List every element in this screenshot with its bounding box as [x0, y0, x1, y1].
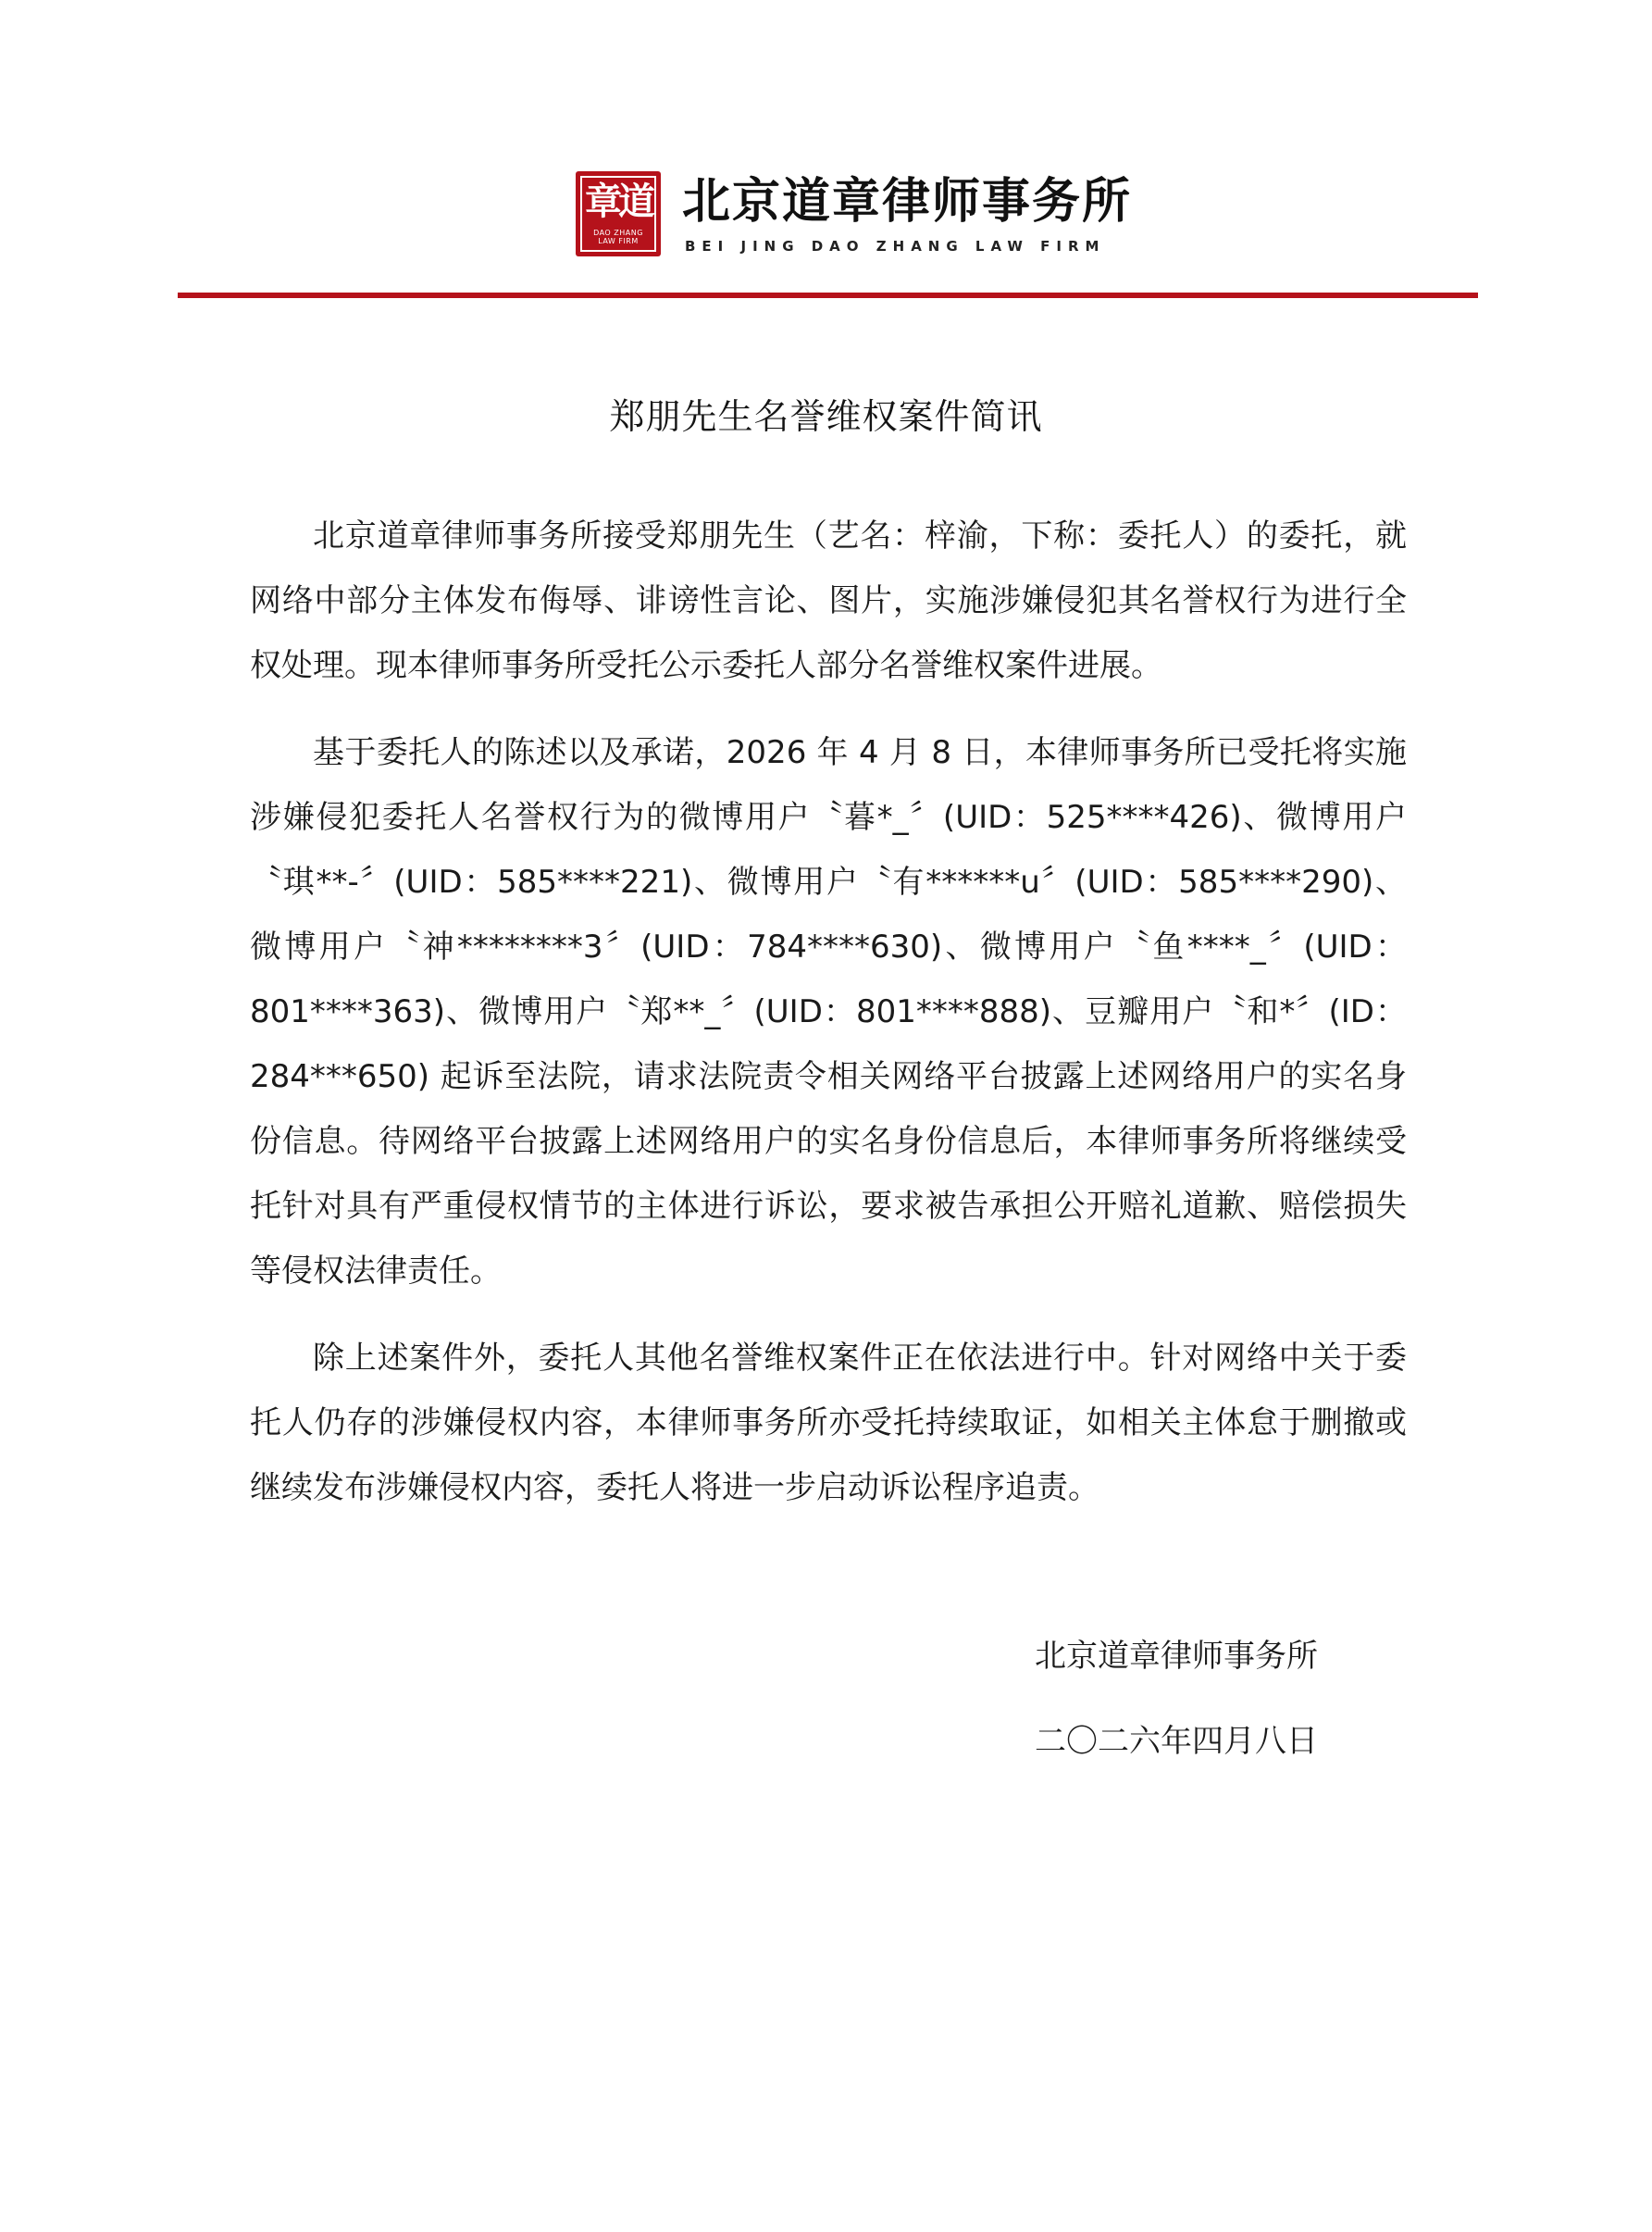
document-body — [250, 504, 1407, 1542]
letterhead-divider — [178, 293, 1478, 298]
signature-firm: 北京道章律师事务所 — [1035, 1638, 1318, 1675]
seal-en-line2: LAW FIRM — [598, 237, 639, 245]
firm-name-english: BEI JING DAO ZHANG LAW FIRM — [685, 238, 1106, 255]
firm-name-chinese: 北京道章律师事务所 — [682, 173, 1133, 230]
seal-en-line1: DAO ZHANG — [593, 229, 643, 237]
signature-date: 二〇二六年四月八日 — [1035, 1723, 1318, 1760]
firm-seal-logo — [576, 171, 661, 256]
document-title: 郑朋先生名誉维权案件简讯 — [609, 396, 1043, 437]
paragraph-intro: 北京道章律师事务所接受郑朋先生（艺名：梓渝，下称：委托人）的委托，就网络中部分主体发布侮辱、诽谤性言论、图片，实施涉嫌侵犯其名誉权行为进行全权处理。现本律师事务所受托公示委托人部分名誉维权案件进展。 — [250, 517, 1407, 684]
paragraph-lawsuit: 基于委托人的陈述以及承诺，2026 年 4 月 8 日，本律师事务所已受托将实施涉嫌侵犯委托人名誉权行为的微博用户〝暮*_〞(UID：525****426)、微博用户〝琪**-〞(UID：585****221)、微博用户〝有******u〞(UID：585****290)、微博用户〝神********3〞(UID：784****630)、微博用户〝鱼****_〞(UID：801****363)、微博用户〝郑**_〞(UID：801****888)、豆瓣用户〝和*〞(ID：284***650) 起诉至法院，请求法院责令相关网络平台披露上述网络用户的实名身份信息。待网络平台披露上述网络用户的实名身份信息后，本律师事务所将继续受托针对具有严重侵权情节的主体进行诉讼，要求被告承担公开赔礼道歉、赔偿损失等侵权法律责任。 — [250, 734, 1407, 1290]
signature-block — [1035, 1634, 1318, 1764]
paragraph-other-cases: 除上述案件外，委托人其他名誉维权案件正在依法进行中。针对网络中关于委托人仍存的涉嫌侵权内容，本律师事务所亦受托持续取证，如相关主体怠于删撤或继续发布涉嫌侵权内容，委托人将进一步启动诉讼程序追责。 — [250, 1340, 1407, 1506]
seal-characters: 章道 — [585, 180, 652, 223]
letterhead — [576, 171, 1133, 264]
seal-english-text — [576, 229, 661, 245]
